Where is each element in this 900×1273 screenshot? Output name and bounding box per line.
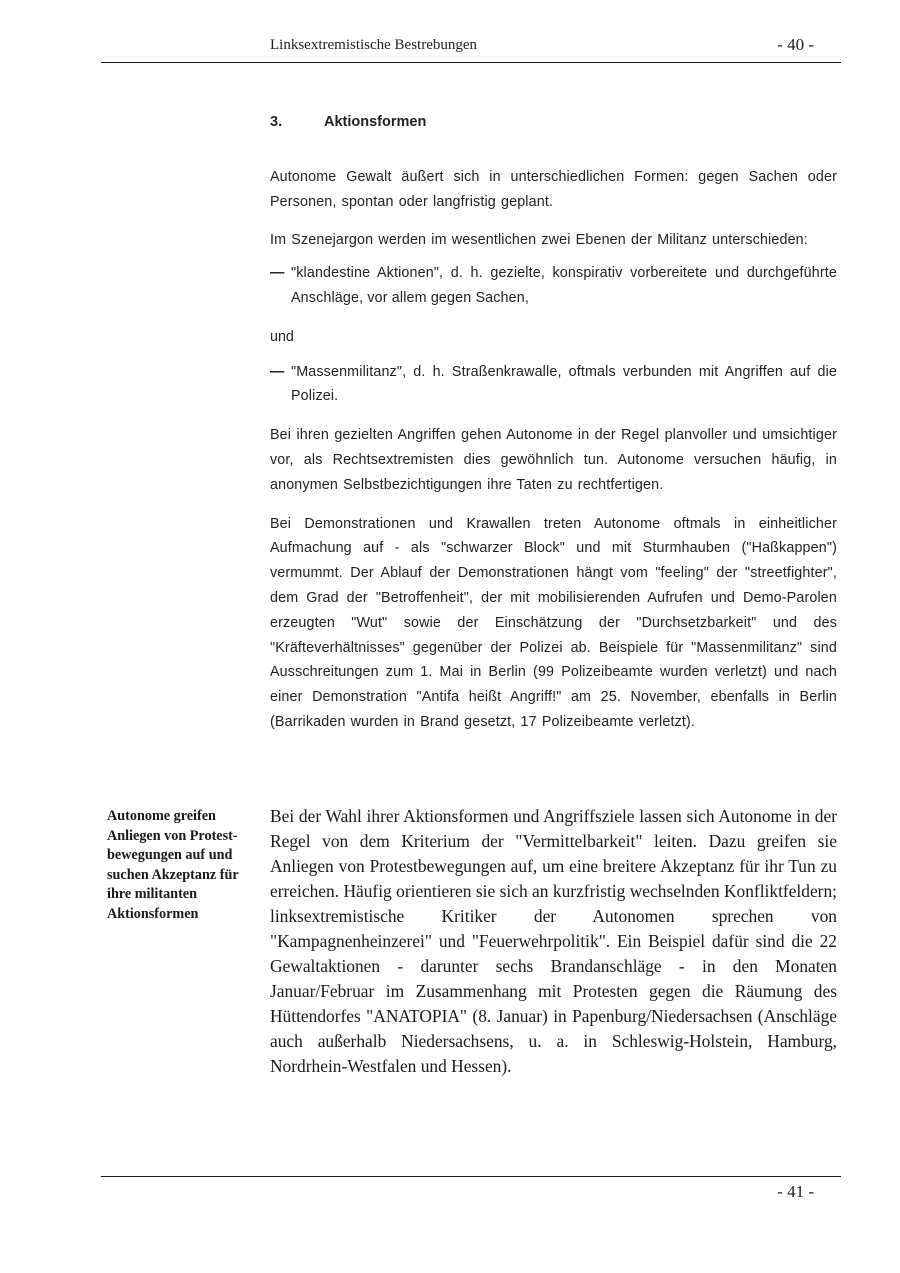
bullet-dash: — <box>270 363 285 380</box>
section-heading <box>270 110 837 135</box>
bullet-dash: — <box>270 265 285 282</box>
bullet-text: "Massenmilitanz", d. h. Straßenkrawalle, oftmals verbunden mit Angriffen auf die Polizei. <box>291 363 837 405</box>
connector-text: und <box>270 328 294 345</box>
bullet-item-massenmilitanz <box>270 360 837 410</box>
footer-page-number: - 41 - <box>777 1182 814 1201</box>
footer-rule <box>101 1176 841 1177</box>
header-title: Linksextremistische Bestrebungen <box>270 37 478 53</box>
header-page-number: - 40 - <box>777 35 814 54</box>
paragraph-demonstrationen: Bei Demonstrationen und Krawallen treten Autonome oftmals in einheitlicher Aufmachung auf - als "schwarzer Block" und mit Sturmhauben ("Haßkappen") vermummt. Der Ablauf der Demonstrationen hängt vom "feeling" der "streetfighter", dem Grad der "Betroffenheit", der mit mobilisierenden Aufrufen und Demo-Parolen erzeugten "Wut" sowie der Einschätzung der "Durchsetzbarkeit" und des "Kräfteverhältnisses" gegenüber der Polizei ab. Beispiele für "Massenmilitanz" sind Ausschreitungen zum 1. Mai in Berlin (99 Polizeibeamte wurden verletzt) und nach einer Demonstration "Antifa heißt Angriff!" am 25. November, ebenfalls in Berlin (Barrikaden wurden in Brand gesetzt, 17 Polizeibeamte verletzt). <box>270 515 837 730</box>
main-content <box>270 110 837 749</box>
paragraph-jargon: Im Szenejargon werden im wesentlichen zwei Ebenen der Militanz unterschieden: <box>270 232 808 249</box>
margin-note: Autonome greifen Anliegen von Protestbewegungen auf und suchen Akzeptanz für ihre militanten Aktionsformen <box>107 808 239 922</box>
section-number: 3. <box>270 114 283 130</box>
bullet-item-klandestine <box>270 261 837 311</box>
paragraph-aktionsformen: Bei der Wahl ihrer Aktionsformen und Angriffsziele lassen sich Autonome in der Regel von dem Kriterium der "Vermittelbarkeit" leiten. Dazu greifen sie Anliegen von Protestbewegungen auf, um eine breitere Akzeptanz für ihr Tun zu erreichen. Häufig orientieren sie sich an kurzfristig wechselnden Konfliktfeldern; linksextremistische Kritiker der Autonomen sprechen von "Kampagnenheinzerei" und "Feuerwehrpolitik". Ein Beispiel dafür sind die 22 Gewaltaktionen - darunter sechs Brandanschläge - in den Monaten Januar/Februar im Zusammenhang mit Protesten gegen die Räumung des Hüttendorfes "ANATOPIA" (8. Januar) in Papenburg/Niedersachsen (Anschläge auch außerhalb Niedersachsens, u. a. in Schleswig-Holstein, Hamburg, Nordrhein-Westfalen und Hessen). <box>270 806 837 1076</box>
section-title: Aktionsformen <box>324 114 427 130</box>
page-header <box>101 34 841 63</box>
paragraph-angriffe: Bei ihren gezielten Angriffen gehen Autonome in der Regel planvoller und umsichtiger vor, als Rechtsextremisten dies gewöhnlich tun. Autonome versuchen häufig, in anonymen Selbstbezichtigungen ihre Taten zu rechtfertigen. <box>270 427 837 493</box>
bullet-text: "klandestine Aktionen", d. h. gezielte, konspirativ vorbereitete und durchgeführte Anschläge, vor allem gegen Sachen, <box>291 265 837 306</box>
paragraph-intro: Autonome Gewalt äußert sich in unterschiedlichen Formen: gegen Sachen oder Personen, spontan oder langfristig geplant. <box>270 168 837 210</box>
